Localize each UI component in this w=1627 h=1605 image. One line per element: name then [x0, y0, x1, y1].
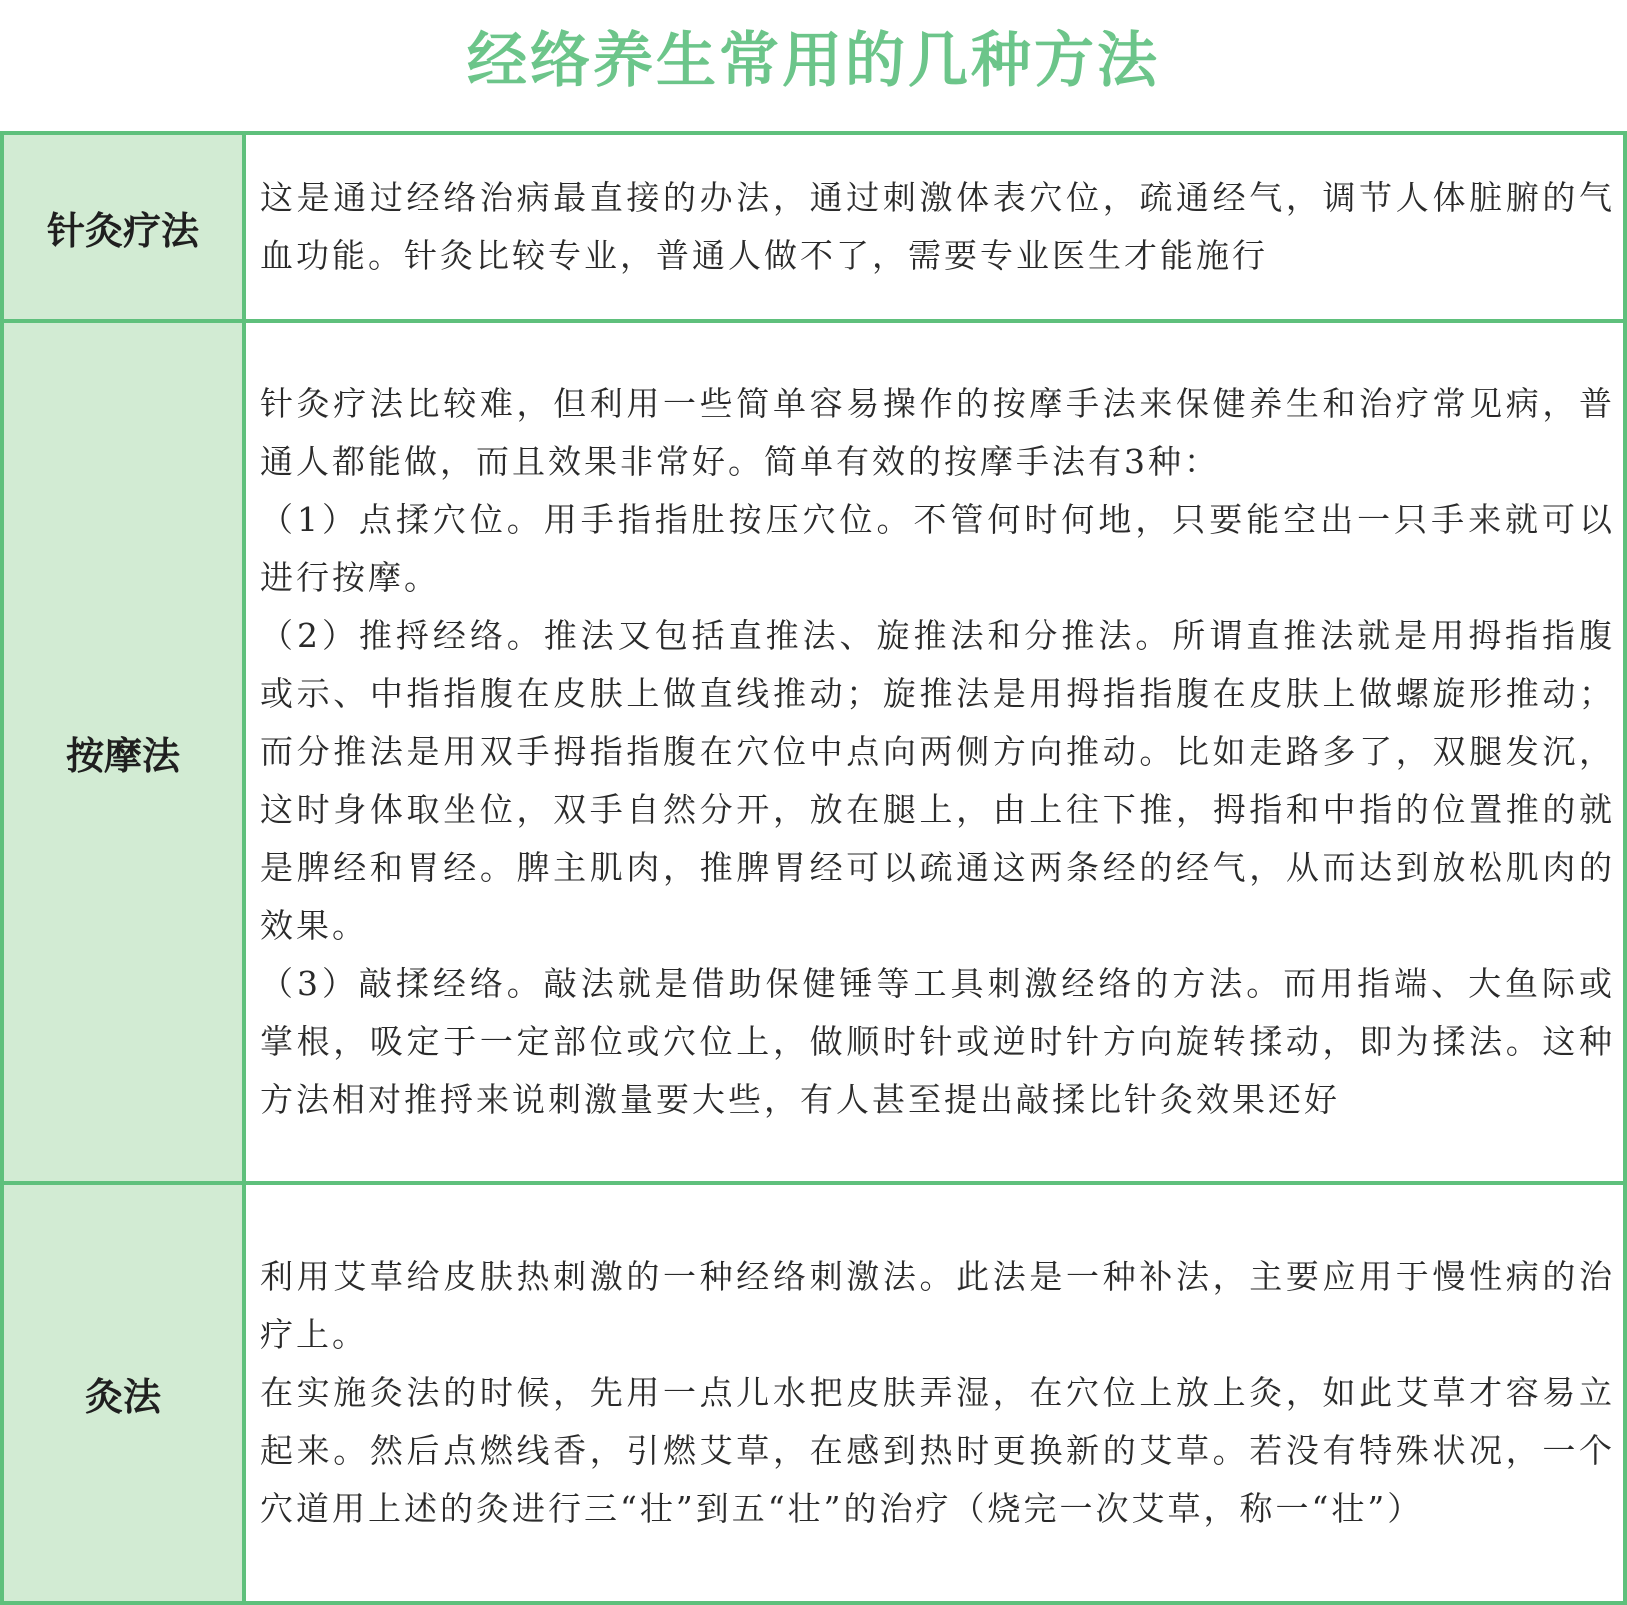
paragraph: （3）敲揉经络。敲法就是借助保健锤等工具刺激经络的方法。而用指端、大鱼际或掌根，吸定于一定部位或穴位上，做顺时针或逆时针方向旋转揉动，即为揉法。这种方法相对推捋来说刺激量要大些，有人甚至提出敲揉比针灸效果还好 [260, 964, 1615, 1119]
methods-table [0, 131, 1627, 1605]
table-row-moxibustion [2, 1183, 1625, 1603]
paragraph: 针灸疗法比较难，但利用一些简单容易操作的按摩手法来保健养生和治疗常见病，普通人都能做，而且效果非常好。简单有效的按摩手法有3种： [260, 384, 1615, 481]
method-label-massage: 按摩法 [2, 321, 244, 1183]
method-label-moxibustion: 灸法 [2, 1183, 244, 1603]
method-content-acupuncture [244, 133, 1625, 321]
paragraph: 在实施灸法的时候，先用一点儿水把皮肤弄湿，在穴位上放上灸，如此艾草才容易立起来。然后点燃线香，引燃艾草，在感到热时更换新的艾草。若没有特殊状况，一个穴道用上述的灸进行三“壮”到五“壮”的治疗（烧完一次艾草，称一“壮”） [260, 1373, 1615, 1528]
table-row-massage [2, 321, 1625, 1183]
paragraph: （1）点揉穴位。用手指指肚按压穴位。不管何时何地，只要能空出一只手来就可以进行按摩。 [260, 500, 1615, 597]
method-content-moxibustion [244, 1183, 1625, 1603]
method-label-acupuncture: 针灸疗法 [2, 133, 244, 321]
paragraph: 利用艾草给皮肤热刺激的一种经络刺激法。此法是一种补法，主要应用于慢性病的治疗上。 [260, 1257, 1615, 1354]
paragraph: 这是通过经络治病最直接的办法，通过刺激体表穴位，疏通经气，调节人体脏腑的气血功能。针灸比较专业，普通人做不了，需要专业医生才能施行 [260, 178, 1615, 275]
table-row-acupuncture [2, 133, 1625, 321]
paragraph: （2）推捋经络。推法又包括直推法、旋推法和分推法。所谓直推法就是用拇指指腹或示、中指指腹在皮肤上做直线推动；旋推法是用拇指指腹在皮肤上做螺旋形推动；而分推法是用双手拇指指腹在穴位中点向两侧方向推动。比如走路多了，双腿发沉，这时身体取坐位，双手自然分开，放在腿上，由上往下推，拇指和中指的位置推的就是脾经和胃经。脾主肌肉，推脾胃经可以疏通这两条经的经气，从而达到放松肌肉的效果。 [260, 616, 1615, 945]
method-content-massage [244, 321, 1625, 1183]
page-title: 经络养生常用的几种方法 [467, 26, 1160, 96]
